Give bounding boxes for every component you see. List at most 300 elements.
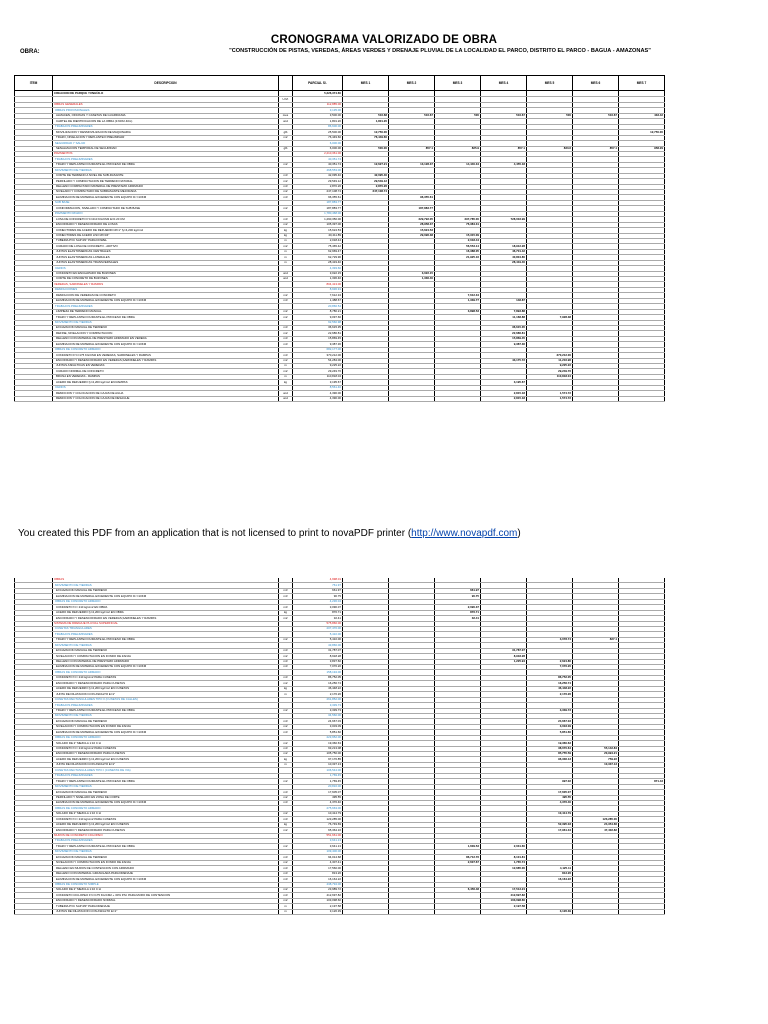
obra-label: OBRA: [20,49,40,55]
row-unit: m3 [279,336,293,341]
row-mes-6: 516.67 [573,113,619,118]
row-mes-2: 857.1 [389,146,435,151]
row-mes-4: 8,918.28 [481,654,527,659]
row-parcial: 6,000.00 [293,146,343,151]
row-unit: m2 [279,887,293,892]
row-parcial: 551,661.00 [293,833,343,838]
row-unit: m3 [279,893,293,898]
row-mes-7: 871.43 [619,779,665,784]
row-description: EXCAVACION MANUAL DE TERRENO [53,719,279,724]
row-description: ENCOFRADO Y DESENCOFRADO PARA CUNETAS [53,681,279,686]
row-mes-5: 1,574.72 [527,391,573,396]
row-mes-2 [389,396,435,401]
row-mes-7: 958.29 [619,146,665,151]
row-unit: m2 [279,795,293,800]
row-parcial: 813.26 [293,871,343,876]
row-unit: m2 [279,844,293,849]
row-parcial: 42,095.40 [293,173,343,178]
row-parcial: 34,560.00 [293,713,343,718]
row-description: OBRAS PROVISIONALES [53,108,279,113]
row-description: NIVELACION Y COMPACTACION EN FONDO DE ZANJA [53,860,279,865]
unit-label: U.M. [279,97,293,103]
row-parcial: 23,989.72 [293,887,343,892]
row-parcial: 8,780.21 [293,309,343,314]
row-mes-4: 18,912.28 [481,244,527,249]
row-parcial: 15,624.53 [293,228,343,233]
row-mes-4: 36,615.35 [481,325,527,330]
row-parcial: 5,410.00 [293,632,343,637]
row-mes-5: 17,961.34 [527,828,573,833]
row-unit: kg [279,233,293,238]
row-mes-2: 13,128.37 [389,162,435,167]
row-parcial: 29,549.12 [293,179,343,184]
row-mes-5: 495.55 [527,795,573,800]
row-parcial: 65,364.16 [293,828,343,833]
row-parcial: 22,686.81 [293,331,343,336]
row-parcial: 93,213.08 [293,746,343,751]
col-header-um [279,76,293,91]
row-unit: kg [279,228,293,233]
row-parcial: 123,285.00 [293,817,343,822]
row-description: LOSA DE CONCRETO F'C=210 KG/CM2 E=0.20 CM [53,217,279,222]
schedule-table-page-1 [14,75,665,402]
row-unit: m3 [279,605,293,610]
row-parcial: 5,410.00 [293,637,343,642]
row-description: MOVIMIENTO DE TIERRAS [53,713,279,718]
page-title: CRONOGRAMA VALORIZADO DE OBRA [270,34,498,46]
row-description: CONCRETO f'c= 210 kg/cm2 PARA CUNETAS [53,675,279,680]
row-description: ACERO DE REFUERZO fy=4,200 kg/cm2 EN OBRA [53,610,279,615]
row-parcial: 9,387.36 [293,342,343,347]
row-mes-1: 1,801.20 [343,119,389,124]
novapdf-link[interactable]: http://www.novapdf.com [411,528,518,539]
row-mes-5: 16,256.74 [527,681,573,686]
row-mes-1: 247,108.74 [343,190,389,195]
obra-description: "CONSTRUCCIÓN DE PISTAS, VEREDAS, ÁREAS VERDES Y DRENAJE PLUVIAL DE LA LOCALIDAD EL PARCO, DISTRITO EL PARCO - BAGUA - AMAZONAS" [229,48,651,54]
row-description: CARTEL DE IDENTIFICACION DE LA OBRA (3.60X2.40m) [53,119,279,124]
row-mes-1 [343,396,389,401]
row-parcial: 1,488.67 [293,298,343,303]
row-parcial: 1,290,350.00 [293,217,343,222]
row-unit: m3 [279,353,293,358]
row-parcial: 4,390.00 [293,396,343,401]
row-parcial: 223,952.00 [293,735,343,740]
row-mes-1: 76,449.60 [343,135,389,140]
row-description: EXCAVACION MANUAL DE TERRENO [53,588,279,593]
row-unit: m3 [279,866,293,871]
row-parcial: 3,135.00 [293,108,343,113]
row-description: RELLENO CON MATERIAL DE PRESTAMO AFIRMADO EN VEREDA [53,336,279,341]
row-description: PERFILADO Y NIVELADO EN ZONA DE CORTE [53,795,279,800]
row-unit: und [279,119,293,124]
row-mes-5: 85,755.59 [527,752,573,757]
row-mes-2: 1,336.40 [389,277,435,282]
row-parcial: 16,256.74 [293,681,343,686]
row-parcial: 28,419.40 [293,260,343,265]
row-description: JUNTAS ASFALTICAS EN VEREDAS [53,364,279,369]
row-unit: m3 [279,877,293,882]
row-mes-3 [435,396,481,401]
row-unit: m2 [279,135,293,140]
row-mes-4: 28,419.40 [481,260,527,265]
row-description: RELLENO CON MATERIAL DE PRESTAMO AFIRMADO [53,659,279,664]
row-description: TRAZO Y REPLANTEO DURANTE EL PROCESO DE OBRA [53,315,279,320]
row-unit: m3 [279,675,293,680]
row-unit: m [279,762,293,767]
row-parcial: 3,126.39 [293,909,343,914]
row-unit: und [279,277,293,282]
row-parcial: 438,794.00 [293,882,343,887]
row-unit: kg [279,610,293,615]
row-description: CUNETAS RECTANGULARES TIPO I (CUNETAS DE VIA) [53,768,279,773]
row-mes-1: 500.00 [343,146,389,151]
col-header-mes-1: MES 1 [343,76,389,91]
row-mes-6: 123,285.00 [573,817,619,822]
row-parcial: 4,376.40 [293,800,343,805]
row-unit: m [279,374,293,379]
row-parcial: 16,164.22 [293,877,343,882]
row-description: TRABAJOS PRELIMINARES [53,157,279,162]
row-mes-6: 24,354.66 [573,822,619,827]
row-description: ELIMINACION DE MATERIAL EXCEDENTE CON EQUIPO D<=10KM [53,195,279,200]
row-parcial: 76,749.69 [293,822,343,827]
row-mes-4: 15,869.45 [481,336,527,341]
row-parcial: 29,249.76 [293,369,343,374]
row-mes-5: 7,076.20 [527,665,573,670]
row-parcial: 106,544.00 [293,768,343,773]
row-unit: m3 [279,790,293,795]
row-parcial: 4,998.01 [293,578,343,583]
row-parcial: 468,553.00 [293,168,343,173]
row-mes-3: 1,609.53 [435,844,481,849]
row-mes-5: 96,336.13 [527,757,573,762]
row-unit: m3 [279,719,293,724]
row-description: ELIMINACION DE MATERIAL EXCEDENTE CON EQUIPO D<=10KM [53,298,279,303]
row-description: CORTE DE TERRENO A NIVEL DE SUB-RASANTE [53,173,279,178]
row-mes-4: 2,815.18 [481,396,527,401]
row-unit: m2 [279,898,293,903]
row-description: CORTE DE CONCRETO DE BUZONES [53,277,279,282]
row-description: BRUÑA EN VEREDAS - RAMPAS [53,374,279,379]
row-mes-5: 29,249.76 [527,369,573,374]
row-description: ALMACEN, OFICINAS Y CASETAS DE GUARDIANIA [53,113,279,118]
row-mes-5: 19,360.63 [527,741,573,746]
row-parcial: 5,851.60 [293,730,343,735]
row-parcial: 8,918.28 [293,654,343,659]
row-parcial: 370,212.00 [293,353,343,358]
row-description: CONCRETO CICLOPEO F'C=175 KG/CM2 + 30% P.M. PARA MURO DE CONTENCION [53,893,279,898]
row-mes-5: 110,818.04 [527,374,573,379]
item-code-cell [15,396,53,401]
row-description: ACERO DE REFUERZO fy=4,200 kg/cm2 EN CUNETAS [53,757,279,762]
row-description: OBRAS DE CONCRETO ARMADO [53,670,279,675]
row-parcial: 207,470.00 [293,626,343,631]
row-mes-5: 38,070.64 [527,746,573,751]
row-mes-5: 370,212.00 [527,353,573,358]
row-parcial: 876.71 [293,610,343,615]
row-parcial: 7,612.34 [293,293,343,298]
row-mes-4: 22,686.81 [481,331,527,336]
row-mes-6: 827.1 [573,637,619,642]
row-mes-3: 32.41 [435,616,481,621]
row-mes-1 [343,909,389,914]
row-description: ENCOFRADO Y DESENCOFRADO PARA CUNETAS [53,752,279,757]
row-unit: m2 [279,206,293,211]
row-unit: m3 [279,659,293,664]
row-mes-1: 42,095.40 [343,173,389,178]
row-mes-5: 1,574.72 [527,396,573,401]
row-mes-3: 14,440.34 [435,162,481,167]
row-mes-1: 516.68 [343,113,389,118]
row-mes-5: 3,339.73 [527,708,573,713]
row-parcial: 804,413.00 [293,282,343,287]
row-description: OBRAS DE CONCRETO ARMADO [53,735,279,740]
row-mes-3: 2,090.37 [435,605,481,610]
row-unit: m3 [279,855,293,860]
row-description: EXCAVACION MANUAL DE TERRENO [53,648,279,653]
row-description: MOVIMIENTO DE TIERRAS [53,643,279,648]
row-description: JUNTA DE DILATACION CON ASFALTO E=1" [53,692,279,697]
row-description: JUNTA DE DILATACION CON ASFALTO E=1" [53,762,279,767]
row-parcial: 40,351.74 [293,162,343,167]
row-parcial: 62,729.96 [293,255,343,260]
row-description: SEÑALIZACION TEMPORAL DE SEGURIDAD [53,146,279,151]
row-mes-4: 12,685.00 [481,866,527,871]
row-description: RELLENO COMPACTADO MATERIAL DE PRESTAMO AFIRMADO [53,184,279,189]
row-description: ELIMINACION DE MATERIAL EXCEDENTE CON EQUIPO D<=10KM [53,800,279,805]
row-mes-5: 9,225.22 [527,364,573,369]
row-description: MUROS DE CONCRETO CICLOPEO [53,833,279,838]
row-parcial: 412,697.82 [293,893,343,898]
row-unit: kg [279,757,293,762]
row-description: TUBERIA PVC SAP Ø3" PARA DRENAJE [53,904,279,909]
row-parcial: 4,390.00 [293,391,343,396]
row-description: TRABAJOS PRELIMINARES [53,632,279,637]
row-mes-5: 16,164.22 [527,877,573,882]
row-description: OBRAS DE CONCRETO ARMADO [53,347,279,352]
row-description: CURADO DE LOSA DE CONCRETO - ADITIVO [53,244,279,249]
row-unit: m2 [279,222,293,227]
row-parcial: 36,615.35 [293,325,343,330]
row-mes-5: 5,851.60 [527,730,573,735]
row-parcial: 1,769.45 [293,773,343,778]
row-unit: m2 [279,860,293,865]
col-header-mes-6: MES 6 [573,76,619,91]
row-mes-5: 2,176.26 [527,692,573,697]
row-mes-4: 9,387.36 [481,342,527,347]
row-description: CURADO NORMAL DE CONCRETO [53,369,279,374]
row-unit: mes [279,113,293,118]
row-description: RELLENO EN MUROS DE CONTENCION CON AFIRMADO [53,866,279,871]
row-description: TRAZO Y REPLANTEO DURANTE EL PROCESO DE OBRA [53,779,279,784]
row-description: RELLENO CON MATERIAL GRANULARA PARA DRENAJE [53,871,279,876]
row-unit: glb [279,130,293,135]
row-mes-6 [573,909,619,914]
row-parcial: 575,866.00 [293,621,343,626]
row-description: VEREDAS, SARDINELES Y RAMPAS [53,282,279,287]
row-unit: m2 [279,752,293,757]
row-parcial: 19,360.63 [293,741,343,746]
row-mes-5: 3,126.39 [527,909,573,914]
row-description: JUNTAS ELASTOMERICAS CENTRALES [53,249,279,254]
row-parcial: 3,195.67 [293,380,343,385]
col-header-descripcion: DESCRIPCION [53,76,279,91]
row-parcial: 761.97 [293,583,343,588]
row-unit: m2 [279,616,293,621]
row-mes-3: 76,384.31 [435,222,481,227]
row-description: TRAZO Y REPLANTEO DURANTE EL PROCESO DE OBRA [53,162,279,167]
row-parcial: 46,448.22 [293,686,343,691]
row-mes-4: 17,513.24 [481,887,527,892]
row-mes-5: 4,125.11 [527,866,573,871]
row-mes-5: 2,624.80 [527,659,573,664]
row-parcial: 682,177.00 [293,347,343,352]
row-parcial: 94,014.68 [293,855,343,860]
row-description: MOVIMIENTO DE TIERRAS [53,849,279,854]
row-unit: m2 [279,315,293,320]
row-parcial: 4,307.41 [293,860,343,865]
row-description: SISTEMA DE DRENAJE PLUVIAL SUPERFICIAL [53,621,279,626]
row-mes-4: 857.1 [481,146,527,151]
row-parcial: 3,003.09 [293,724,343,729]
row-mes-4: 4,455.18 [481,162,527,167]
item-code-cell [15,909,53,914]
row-parcial: 247,108.74 [293,190,343,195]
row-mes-6 [573,396,619,401]
row-unit: m3 [279,817,293,822]
row-parcial: 9,097.66 [293,315,343,320]
row-unit: m [279,249,293,254]
row-mes-3: 2,018.44 [435,238,481,243]
row-parcial: 2,197.58 [293,904,343,909]
schedule-table-page-2 [14,578,665,915]
row-mes-5: 4,376.40 [527,800,573,805]
row-unit: m2 [279,331,293,336]
row-description: NIVELACION Y COMPACTACION EN FONDO DE ZANJA [53,654,279,659]
row-unit: kg [279,822,293,827]
row-unit: m3 [279,195,293,200]
row-mes-3: 7,612.34 [435,293,481,298]
row-mes-3: 86,712.76 [435,855,481,860]
project-name: CREACION DE PARQUE YUNGÜILO [53,91,279,97]
row-mes-3: 500 [435,113,481,118]
row-mes-2: 15,624.53 [389,228,435,233]
row-parcial: 62,969.47 [293,249,343,254]
row-unit: m3 [279,800,293,805]
item-row [15,909,665,914]
row-mes-5: 86,752.05 [527,675,573,680]
row-mes-3: 90.75 [435,594,481,599]
row-parcial: 3,641.13 [293,839,343,844]
row-mes-4: 8,101.81 [481,855,527,860]
col-header-mes-5: MES 5 [527,76,573,91]
row-mes-2 [389,909,435,914]
row-unit: m2 [279,369,293,374]
row-unit: m2 [279,654,293,659]
row-description: DEMOLICION DE VEREDAS DE CONCRETO [53,293,279,298]
row-mes-4: 2,815.18 [481,391,527,396]
row-mes-6: 55,142.84 [573,746,619,751]
row-description: TRAZO Y REPLANTEO DURANTE EL PROCESO DE OBRA [53,844,279,849]
row-unit: m3 [279,648,293,653]
row-parcial: 2,018.44 [293,238,343,243]
row-unit: m2 [279,828,293,833]
row-parcial: 8,561.46 [293,385,343,390]
row-parcial: 76,449.60 [293,135,343,140]
row-mes-5: 7,928.38 [527,315,573,320]
row-description: CUNETAS RECTANGULARES TIPO II (CUNETAS DE CALLES) [53,697,279,702]
row-mes-5: 46,448.22 [527,686,573,691]
row-mes-2: 229,792.05 [389,217,435,222]
row-unit: m [279,364,293,369]
row-unit: und [279,391,293,396]
row-description: TRAZO, NIVELACION Y REPLANTEO PRELIMINAR [53,135,279,140]
row-description: EXCAVACION MANUAL DE TERRENO [53,855,279,860]
row-parcial: 110,818.04 [293,374,343,379]
row-mes-2: 3,022.15 [389,271,435,276]
row-mes-3: 3,898.53 [435,309,481,314]
row-mes-7: 12,750.00 [619,130,665,135]
row-mes-4: 31,787.07 [481,648,527,653]
row-mes-4: 1,225.94 [481,659,527,664]
row-mes-3: 297,785.00 [435,217,481,222]
row-description: CUNETAS TRIANGULARES [53,626,279,631]
row-mes-1: 12,750.00 [343,130,389,135]
row-unit: m3 [279,730,293,735]
row-parcial: 3,641.13 [293,844,343,849]
row-mes-3: 661.97 [435,588,481,593]
row-mes-4: 40,804.80 [481,255,527,260]
row-unit: m2 [279,293,293,298]
row-description: TRABAJOS PRELIMINARES [53,839,279,844]
row-parcial: 8,936.91 [293,287,343,292]
row-description: MOVIMIENTO DE TIERRAS [53,320,279,325]
row-parcial: 75,465.42 [293,244,343,249]
row-mes-4: 148.87 [481,298,527,303]
row-unit: m2 [279,637,293,642]
row-unit: m2 [279,708,293,713]
row-description: VARIOS [53,385,279,390]
row-parcial: 2,176.26 [293,692,343,697]
row-description: CONECTORES DE ACERO DE REFUERZO Ø=1" fy=4,200 kg/cm2 [53,228,279,233]
row-description: ELIMINACION DE MATERIAL EXCEDENTE CON EQUIPO D<=10KM [53,342,279,347]
row-parcial: 158,194.00 [293,670,343,675]
novapdf-notice-close: ) [517,528,521,539]
row-description: SEGURIDAD Y SALUD [53,141,279,146]
col-header-mes-2: MES 2 [389,76,435,91]
row-unit: m2 [279,244,293,249]
row-description: SUB BASE [53,200,279,205]
row-mes-5: 11,216.96 [527,358,573,363]
row-mes-4: 46,701.42 [481,249,527,254]
row-parcial: 187,883.77 [293,200,343,205]
row-unit: m3 [279,594,293,599]
row-description: JUNTAS ELASTOMERICAS LATERALES [53,255,279,260]
row-parcial: 96,355.61 [293,195,343,200]
row-mes-2: 516.67 [389,113,435,118]
row-description: EXCAVACION MANUAL DE TERRENO [53,325,279,330]
novapdf-notice [18,528,521,539]
row-description: SOLADO DE 2" MEZCLA 1:10 C:H [53,811,279,816]
row-mes-1: 12,627.21 [343,162,389,167]
row-parcial: 3,090.07 [293,605,343,610]
row-mes-5: 52,395.03 [527,822,573,827]
row-unit: m3 [279,746,293,751]
row-mes-4: 516.67 [481,113,527,118]
row-unit: m3 [279,871,293,876]
row-parcial: 9,225.22 [293,364,343,369]
row-mes-4: 2,031.60 [481,844,527,849]
